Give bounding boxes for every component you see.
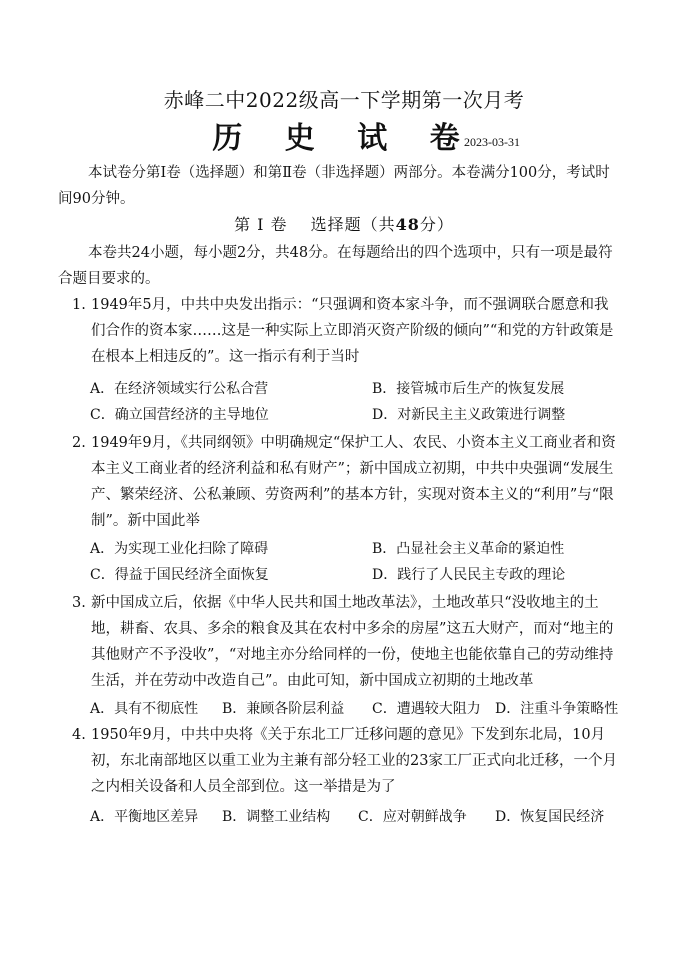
question-3-option-c: C．遭遇较大阻力 <box>372 701 481 717</box>
question-1-option-a: A．在经济领域实行公私合营 <box>90 381 269 397</box>
question-3-option-d: D．注重斗争策略性 <box>495 701 619 717</box>
question-number: 3. <box>72 595 86 611</box>
subject-title: 历 史 试 卷 <box>212 121 476 156</box>
question-1 <box>72 292 617 370</box>
question-4-option-d: D．恢复国民经济 <box>495 809 605 825</box>
exam-date: 2023-03-31 <box>464 135 520 149</box>
question-stem: 1950年9月，中共中央将《关于东北工厂迁移问题的意见》下发到东北局，10月初，东北南部地区以重工业为主兼有部分轻工业的23家工厂正式向北迁移，一个月之内相关设备和人员全部到位。这一举措是为了 <box>91 727 617 795</box>
question-2-option-b: B．凸显社会主义革命的紧迫性 <box>372 541 565 557</box>
question-4-option-b: B．调整工业结构 <box>222 809 331 825</box>
question-3 <box>72 590 617 694</box>
question-3-option-a: A．具有不彻底性 <box>90 701 199 717</box>
question-2-option-a: A．为实现工业化扫除了障碍 <box>90 541 269 557</box>
question-number: 2. <box>72 435 86 451</box>
question-4-option-a: A．平衡地区差异 <box>90 809 199 825</box>
question-2 <box>72 430 617 534</box>
question-3-option-b: B．兼顾各阶层利益 <box>222 701 345 717</box>
section-title <box>0 212 688 235</box>
section-title-points: 48 <box>395 215 420 234</box>
question-number: 1. <box>72 297 86 313</box>
question-4-option-c: C．应对朝鲜战争 <box>358 809 467 825</box>
question-1-option-b: B．接管城市后生产的恢复发展 <box>372 381 565 397</box>
question-2-option-c: C．得益于国民经济全面恢复 <box>90 567 269 583</box>
question-stem: 新中国成立后，依据《中华人民共和国土地改革法》，土地改革只“没收地主的土地，耕畜、农具、多余的粮食及其在农村中多余的房屋”这五大财产，而对“地主的其他财产不予没收”，“对地主亦分给同样的一份，使地主也能依靠自己的劳动维持生活，并在劳动中改造自己”。由此可知，新中国成立初期的土地改革 <box>91 595 614 689</box>
exam-intro: 本试卷分第Ⅰ卷（选择题）和第Ⅱ卷（非选择题）两部分。本卷满分100分，考试时间90分钟。 <box>58 165 610 207</box>
question-stem: 1949年5月，中共中央发出指示：“只强调和资本家斗争，而不强调联合愿意和我们合作的资本家……这是一种实际上立即消灭资产阶级的倾向”“和党的方针政策是在根本上相违反的”。这一指示有利于当时 <box>91 297 614 365</box>
section-title-prefix: 第 Ⅰ 卷 选择题（共 <box>234 215 396 234</box>
question-1-option-c: C．确立国营经济的主导地位 <box>90 407 269 423</box>
section-description: 本卷共24小题，每小题2分，共48分。在每题给出的四个选项中，只有一项是最符合题目要求的。 <box>58 245 613 287</box>
question-stem: 1949年9月，《共同纲领》中明确规定“保护工人、农民、小资本主义工商业者和资本主义工商业者的经济利益和私有财产”；新中国成立初期，中共中央强调“发展生产、繁荣经济、公私兼顾、劳资两利”的基本方针，实现对资本主义的“利用”与“限制”。新中国此举 <box>91 435 616 529</box>
school-title: 赤峰二中2022级高一下学期第一次月考 <box>163 88 525 112</box>
question-number: 4. <box>72 727 86 743</box>
question-2-option-d: D．践行了人民民主专政的理论 <box>372 567 566 583</box>
question-1-option-d: D．对新民主主义政策进行调整 <box>372 407 566 423</box>
question-4 <box>72 722 617 800</box>
section-title-suffix: 分） <box>419 215 454 234</box>
